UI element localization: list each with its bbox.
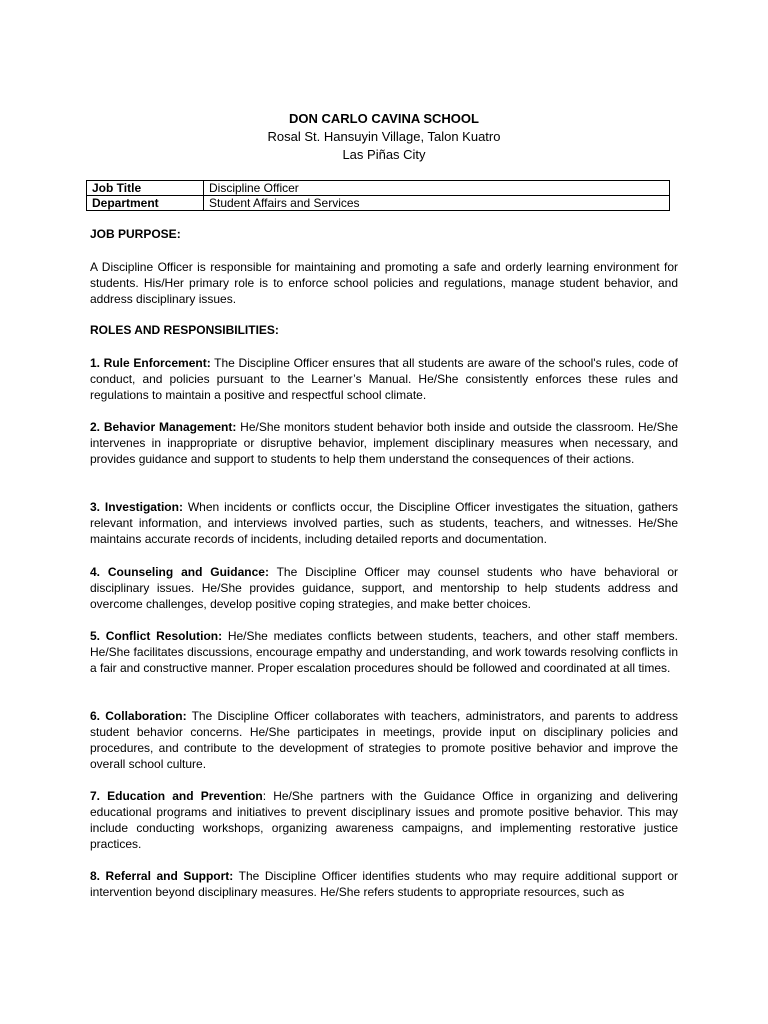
role-title: 6. Collaboration: — [90, 709, 187, 723]
role-item — [90, 868, 678, 900]
role-title: 3. Investigation: — [90, 500, 183, 514]
role-text: The Discipline Officer may counsel students who have behavioral or disciplinary issues. He/She provides guidance, support, and mentorship to help students address and overcome challenges, develop positive coping strategies, and make better choices. — [90, 565, 678, 611]
role-title: 2. Behavior Management: — [90, 420, 237, 434]
role-item — [90, 499, 678, 547]
role-title: 8. Referral and Support: — [90, 869, 234, 883]
role-text: When incidents or conflicts occur, the Discipline Officer investigates the situation, gathers relevant information, and interviews involved parties, such as students, teachers, and witnesses. He/She maintains accurate records of incidents, including detailed reports and documentation. — [90, 500, 678, 546]
school-address-line1: Rosal St. Hansuyin Village, Talon Kuatro — [267, 129, 501, 144]
table-row — [87, 196, 670, 211]
role-title: 5. Conflict Resolution: — [90, 629, 223, 643]
role-text: : He/She partners with the Guidance Office in organizing and delivering educational programs and initiatives to prevent disciplinary issues and promote positive behavior. This may include conducting workshops, organizing awareness campaigns, and implementing restorative justice practices. — [90, 789, 678, 851]
role-text: He/She monitors student behavior both inside and outside the classroom. He/She intervenes in inappropriate or disruptive behavior, implement disciplinary measures when necessary, and provides guidance and support to students to help them understand the consequences of their actions. — [90, 420, 678, 466]
role-title: 7. Education and Prevention — [90, 789, 263, 803]
role-title: 4. Counseling and Guidance: — [90, 565, 269, 579]
department-value: Student Affairs and Services — [204, 196, 670, 211]
school-name: DON CARLO CAVINA SCHOOL — [289, 111, 479, 126]
role-item — [90, 708, 678, 772]
role-text: The Discipline Officer ensures that all students are aware of the school's rules, code of conduct, and policies pursuant to the Learner’s Manual. He/She consistently enforces these rules and regulations to maintain a positive and respectful school climate. — [90, 356, 678, 402]
role-title: 1. Rule Enforcement: — [90, 356, 211, 370]
job-purpose-heading: JOB PURPOSE: — [90, 227, 181, 241]
role-item — [90, 628, 678, 676]
job-info-table — [86, 180, 670, 211]
school-address-line2: Las Piñas City — [342, 147, 426, 162]
job-title-label: Job Title — [87, 181, 204, 196]
role-item — [90, 788, 678, 852]
role-text: He/She mediates conflicts between students, teachers, and other staff members. He/She facilitates discussions, encourage empathy and understanding, and work towards resolving conflicts in a fair and constructive manner. Proper escalation procedures should be followed and coordinated at all times. — [90, 629, 678, 675]
job-title-value: Discipline Officer — [204, 181, 670, 196]
roles-heading: ROLES AND RESPONSIBILITIES: — [90, 323, 279, 337]
role-item — [90, 564, 678, 612]
table-row — [87, 181, 670, 196]
department-label: Department — [87, 196, 204, 211]
role-text: The Discipline Officer identifies students who may require additional support or intervention beyond disciplinary measures. He/She refers students to appropriate resources, such as — [90, 869, 678, 899]
job-purpose-text: A Discipline Officer is responsible for maintaining and promoting a safe and orderly learning environment for students. His/Her primary role is to enforce school policies and regulations, manage student behavior, and address disciplinary issues. — [90, 260, 678, 306]
role-item — [90, 419, 678, 467]
role-text: The Discipline Officer collaborates with teachers, administrators, and parents to address student behavior concerns. He/She participates in meetings, provide input on disciplinary policies and procedures, and contribute to the development of strategies to promote positive behavior and improve the overall school culture. — [90, 709, 678, 771]
role-item — [90, 355, 678, 403]
